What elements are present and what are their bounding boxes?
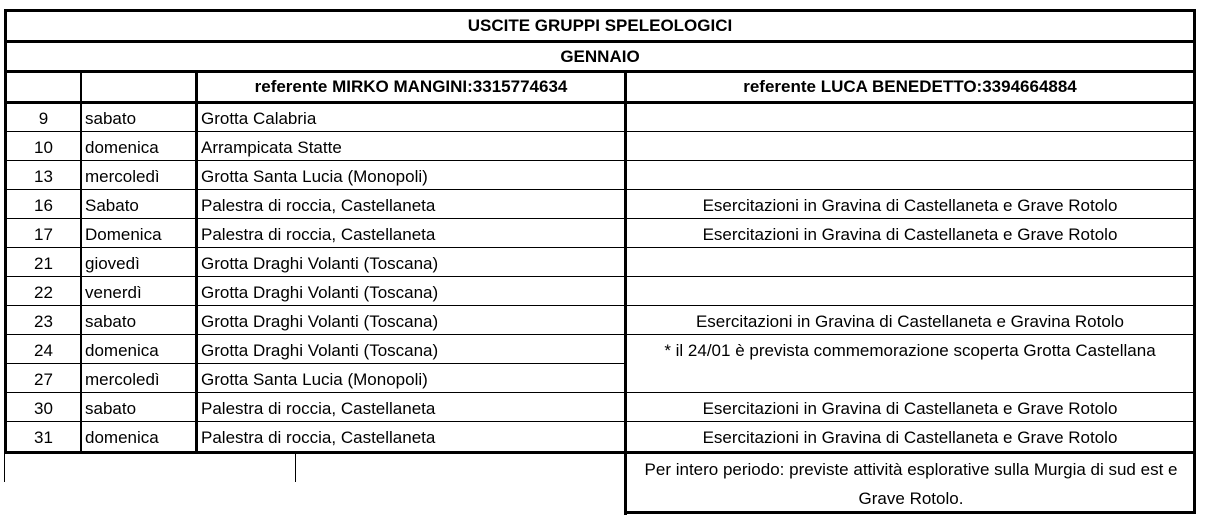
- row-day: 22: [34, 283, 53, 302]
- row-weekday: mercoledì: [85, 167, 160, 186]
- hline-table-bottom: [4, 451, 1196, 454]
- row-note: Esercitazioni in Gravina di Castellaneta e Grave Rotolo: [702, 196, 1118, 215]
- footer-note: Per intero periodo: previste attività esplorative sulla Murgia di sud est e Grave Rotolo.: [644, 460, 1178, 508]
- row-weekday: giovedì: [85, 254, 140, 273]
- row-weekday: sabato: [85, 109, 137, 128]
- row-day: 23: [34, 312, 53, 331]
- row-note: [627, 162, 1193, 190]
- commemoration-note: * il 24/01 è prevista commemorazione scoperta Grotta Castellana: [664, 341, 1156, 360]
- row-note: Esercitazioni in Gravina di Castellaneta e Grave Rotolo: [702, 428, 1118, 447]
- row-note: [627, 278, 1193, 306]
- row-activity: Grotta Santa Lucia (Monopoli): [201, 167, 428, 186]
- row-note: [627, 133, 1193, 161]
- row-note: Esercitazioni in Gravina di Castellaneta e Grave Rotolo: [702, 225, 1118, 244]
- row-day: 10: [34, 138, 53, 157]
- border-right: [1193, 9, 1196, 514]
- row-note: [627, 249, 1193, 277]
- row-activity: Grotta Draghi Volanti (Toscana): [201, 254, 439, 273]
- row-day: 24: [34, 341, 53, 360]
- row-weekday: sabato: [85, 399, 137, 418]
- referent-right: referente LUCA BENEDETTO:3394664884: [743, 77, 1077, 96]
- footer-stub-mid: [295, 454, 296, 482]
- row-weekday: mercoledì: [85, 370, 160, 389]
- row-day: 17: [34, 225, 53, 244]
- hline-footer-bottom: [626, 511, 1196, 514]
- sheet-title: USCITE GRUPPI SPELEOLOGICI: [467, 16, 733, 35]
- row-activity: Grotta Draghi Volanti (Toscana): [201, 312, 439, 331]
- row-weekday: domenica: [85, 138, 159, 157]
- row-activity: Arrampicata Statte: [201, 138, 342, 157]
- referent-left: referente MIRKO MANGINI:3315774634: [254, 77, 568, 96]
- row-weekday: sabato: [85, 312, 137, 331]
- row-activity: Grotta Calabria: [201, 109, 317, 128]
- row-day: 13: [34, 167, 53, 186]
- row-day: 31: [34, 428, 53, 447]
- row-day: 27: [34, 370, 53, 389]
- row-activity: Palestra di roccia, Castellaneta: [201, 225, 436, 244]
- row-day: 16: [34, 196, 53, 215]
- row-note: Esercitazioni in Gravina di Castellaneta e Gravina Rotolo: [695, 312, 1125, 331]
- row-activity: Palestra di roccia, Castellaneta: [201, 196, 436, 215]
- row-day: 9: [38, 109, 49, 128]
- row-weekday: domenica: [85, 428, 159, 447]
- row-activity: Palestra di roccia, Castellaneta: [201, 399, 436, 418]
- row-day: 21: [34, 254, 53, 273]
- row-weekday: Domenica: [85, 225, 162, 244]
- row-note: Esercitazioni in Gravina di Castellaneta e Grave Rotolo: [702, 399, 1118, 418]
- row-note: [627, 104, 1193, 132]
- row-activity: Grotta Draghi Volanti (Toscana): [201, 283, 439, 302]
- month-title: GENNAIO: [560, 47, 640, 66]
- row-activity: Grotta Santa Lucia (Monopoli): [201, 370, 428, 389]
- row-day: 30: [34, 399, 53, 418]
- row-weekday: domenica: [85, 341, 159, 360]
- row-weekday: Sabato: [85, 196, 139, 215]
- footer-stub-left: [4, 454, 5, 482]
- row-activity: Palestra di roccia, Castellaneta: [201, 428, 436, 447]
- row-activity: Grotta Draghi Volanti (Toscana): [201, 341, 439, 360]
- row-weekday: venerdì: [85, 283, 142, 302]
